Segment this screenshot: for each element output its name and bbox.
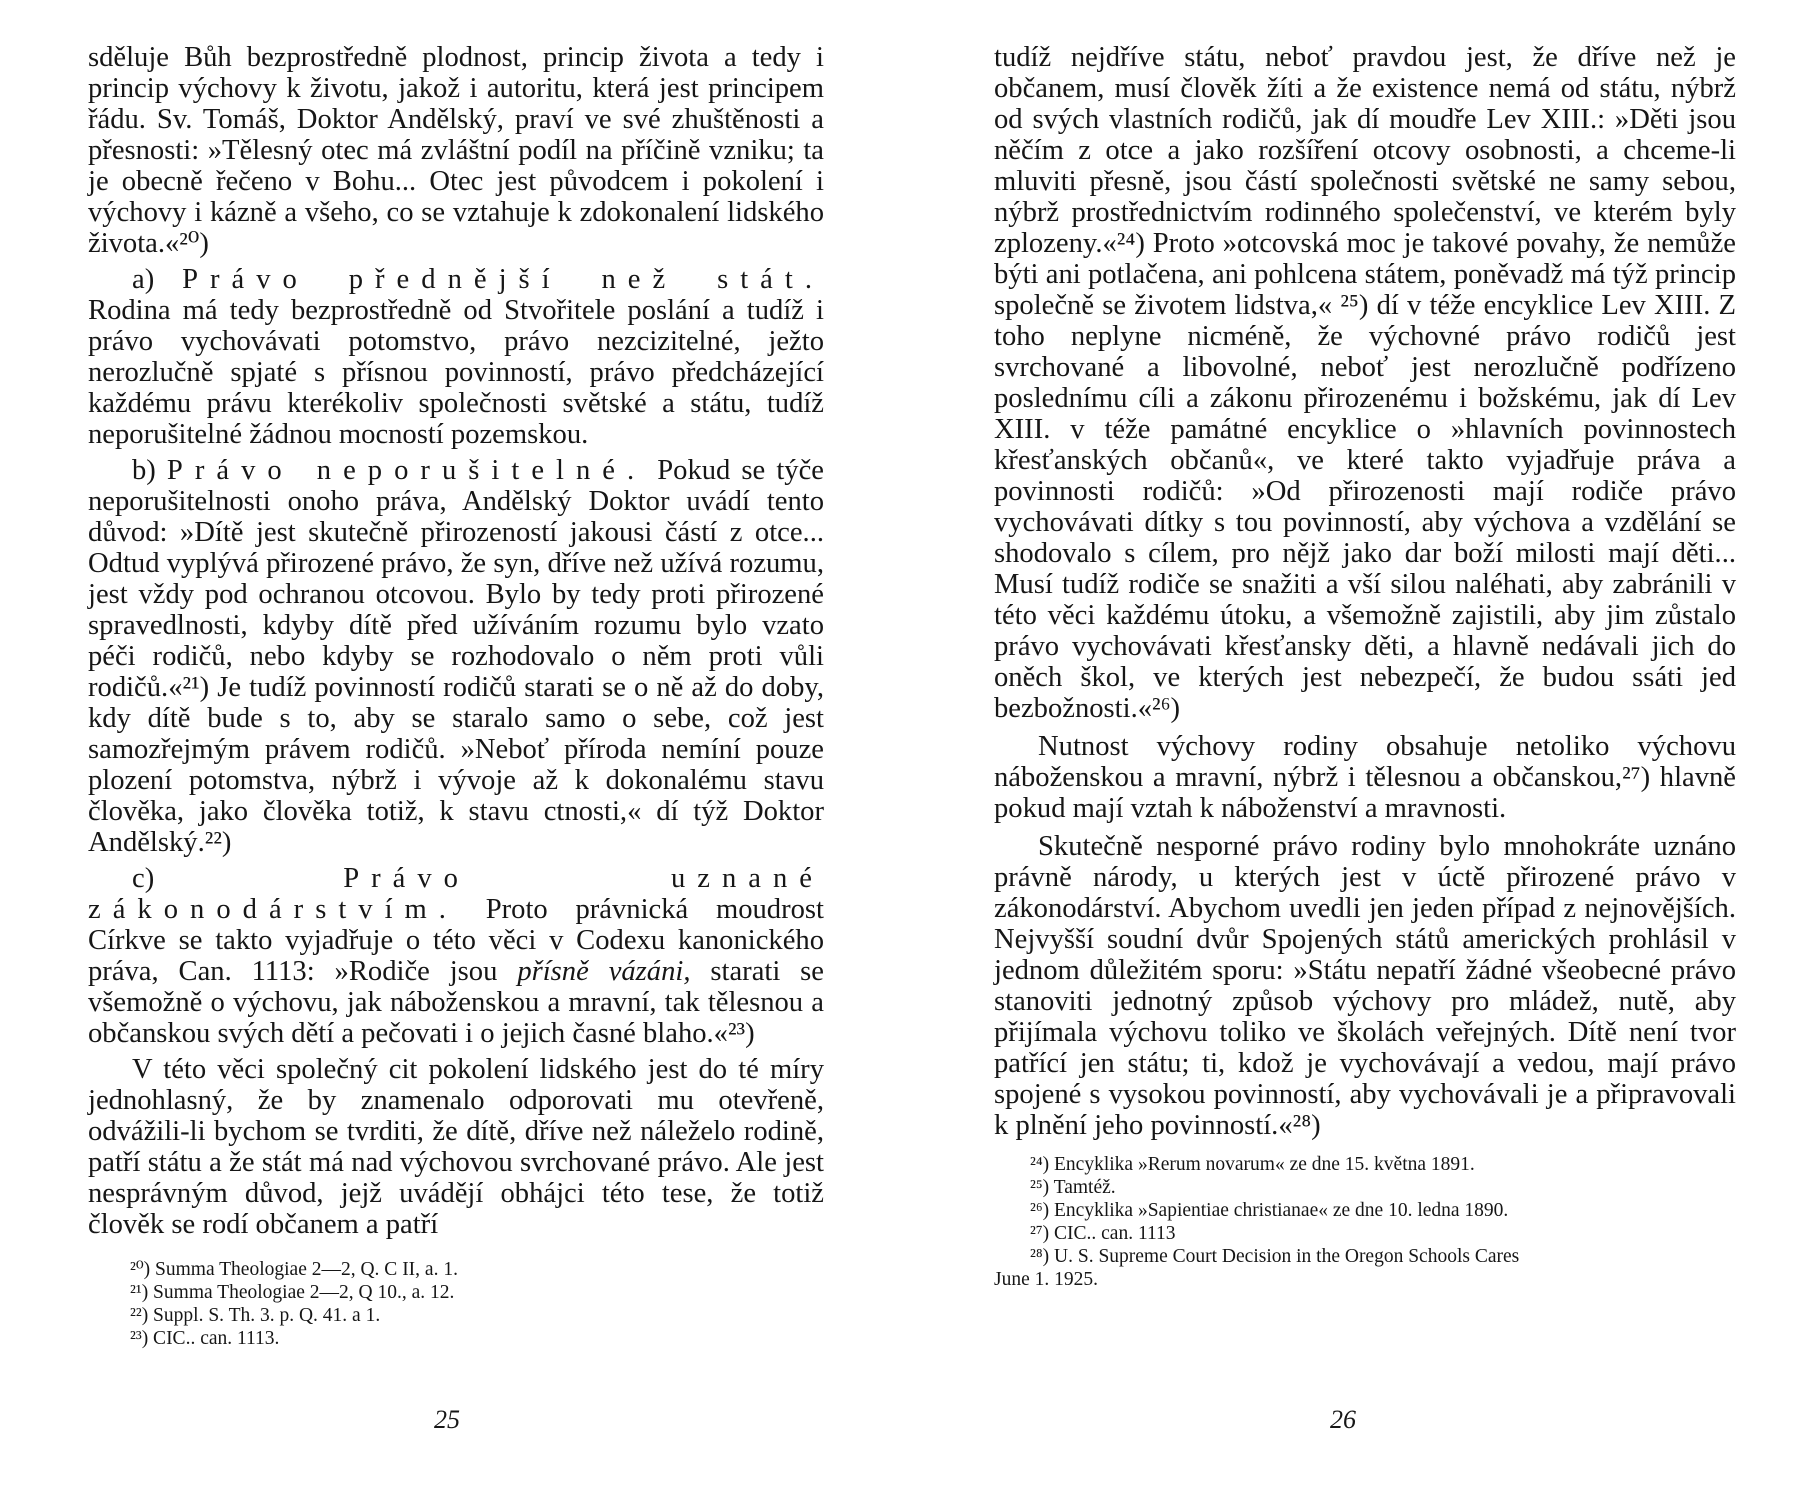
paragraph-right-b	[88, 455, 824, 858]
footnote: ²¹) Summa Theologiae 2—2, Q 10., a. 12.	[130, 1282, 455, 1303]
section-label-c: c)	[132, 863, 155, 894]
italic-phrase: přísně vázáni,	[517, 956, 691, 987]
section-label-b: b)	[132, 455, 156, 486]
left-page	[88, 42, 824, 1350]
paragraph-right-c	[88, 863, 824, 1049]
footnote: ²⁴) Encyklika »Rerum novarum« ze dne 15. května 1891.	[1030, 1154, 1475, 1175]
paragraph: sděluje Bůh bezprostředně plodnost, princip života a tedy i princip výchovy k životu, jakož i autoritu, která jest principem řádu. Sv. Tomáš, Doktor Andělský, praví ve své zhuštěnosti a přesnosti: »Tělesný otec má zvláštní podíl na příčině vzniku; ta je obecně řečeno v Bohu... Otec jest původcem i pokolení i výchovy i kázně a všeho, co se vztahuje k zdokonalení lidského života.«²⁰)	[88, 42, 824, 259]
left-body-text	[88, 42, 824, 1240]
footnote: ²³) CIC.. can. 1113.	[130, 1328, 280, 1349]
right-page	[994, 42, 1736, 1291]
paragraph-right-a	[88, 264, 824, 450]
right-footnotes	[994, 1153, 1736, 1291]
footnote: ²⁶) Encyklika »Sapientiae christianae« ze dne 10. ledna 1890.	[1030, 1200, 1509, 1221]
footnote: ²⁷) CIC.. can. 1113	[1030, 1223, 1176, 1244]
footnote: ²⁰) Summa Theologiae 2—2, Q. C II, a. 1.	[130, 1259, 458, 1280]
footnote: ²⁵) Tamtéž.	[1030, 1177, 1116, 1198]
section-heading-b: Právo neporušitelné.	[166, 455, 647, 486]
section-heading-c: Právo uznané zákonodárstvím.	[88, 863, 824, 925]
section-heading-a: Právo přednější než stát.	[182, 264, 824, 295]
left-footnotes	[88, 1258, 824, 1350]
paragraph: tudíž nejdříve státu, neboť pravdou jest, že dříve než je občanem, musí člověk žíti a že existence nemá od státu, nýbrž od svých vlastních rodičů, jak dí moudře Lev XIII.: »Děti jsou něčím z otce a jako rozšíření otcovy osobnosti, a chceme-li mluviti přesně, jsou částí společnosti světské ne samy sebou, nýbrž prostřednictvím rodinného společenství, ve kterém byly zplozeny.«²⁴) Proto »otcovská moc je takové povahy, že nemůže býti ani potlačena, ani pohlcena státem, poněvadž má týž princip společně se životem lidstva,« ²⁵) dí v téže encyklice Lev XIII. Z toho neplyne nicméně, že výchovné právo rodičů jest svrchované a libovolné, neboť jest nerozlučně podřízeno poslednímu cíli a zákonu přirozenému i božskému, jak dí Lev XIII. v téže památné encyklice o »hlavních povinnostech křesťanských občanů«, ve které takto vyjadřuje práva a povinnosti rodičů: »Od přirozenosti mají rodiče právo vychovávati dítky s tou povinností, aby výchova a vzdělání se shodovalo s cílem, pro nějž jako dar boží milosti mají děti... Musí tudíž rodiče se snažiti a vší silou naléhati, aby zabránili v této věci každému útoku, a všemožně zajistili, aby jim zůstalo právo vychovávati křesťansky děti, a hlavně nedávali jich do oněch škol, ve kterých jest nebezpečí, že budou ssáti jed bezbožnosti.«²⁶)	[994, 42, 1736, 724]
page-number-left: 25	[434, 1405, 460, 1434]
paragraph-text: Proto právnická moudrost Církve se takto vyjadřuje o této věci v Codexu kanonického práva, Can. 1113: »Rodiče jsou	[88, 894, 824, 987]
paragraph-text: Pokud se týče neporušitelnosti onoho práva, Andělský Doktor uvádí tento důvod: »Dítě jest skutečně přirozeností jakousi částí z otce... Odtud vyplývá přirozené právo, že syn, dříve než užívá rozumu, jest vždy pod ochranou otcovou. Bylo by tedy proti přirozené spravedlnosti, kdyby dítě před užíváním rozumu bylo vzato péči rodičů, nebo kdyby se rozhodovalo o něm proti vůli rodičů.«²¹) Je tudíž povinností rodičů starati se o ně až do doby, kdy dítě bude s to, aby se staralo samo o sebe, což jest samozřejmým právem rodičů. »Neboť příroda nemíní pouze plození potomstva, nýbrž i vývoje až k dokonalému stavu člověka, jako člověka totiž, k stavu ctnosti,« dí týž Doktor Andělský.²²)	[88, 455, 824, 858]
paragraph: Skutečně nesporné právo rodiny bylo mnohokráte uznáno právně národy, u kterých jest v úctě přirozené právo v zákonodárství. Abychom uvedli jen jeden případ z nejnovějších. Nejvyšší soudní dvůr Spojených států amerických prohlásil v jednom důležitém sporu: »Státu nepatří žádné všeobecné právo stanoviti jednotný způsob výchovy pro mládež, nutě, aby přijímala výchovu toliko ve školách veřejných. Dítě není tvor patřící jen státu; ti, kdož je vychovávají a vedou, mají právo spojené s vysokou povinností, aby vychovávali je a připravovali k plnění jeho povinností.«²⁸)	[994, 831, 1736, 1141]
paragraph-text: starati se všemožně o výchovu, jak náboženskou a mravní, tak tělesnou a občanskou svých dětí a pečovati i o jejich časné blaho.«²³)	[88, 956, 824, 1049]
page-number-right: 26	[1330, 1405, 1356, 1434]
footnote-continuation: June 1. 1925.	[994, 1269, 1098, 1290]
paragraph: V této věci společný cit pokolení lidského jest do té míry jednohlasný, že by znamenalo odporovati mu otevřeně, odvážili-li bychom se tvrditi, že dítě, dříve než náleželo rodině, patří státu a že stát má nad výchovou svrchované právo. Ale jest nesprávným důvod, jejž uvádějí obhájci této tese, že totiž člověk se rodí občanem a patří	[88, 1054, 824, 1240]
section-label-a: a)	[132, 264, 155, 295]
paragraph: Nutnost výchovy rodiny obsahuje netoliko výchovu náboženskou a mravní, nýbrž i tělesnou a občanskou,²⁷) hlavně pokud mají vztah k náboženství a mravnosti.	[994, 731, 1736, 824]
right-body-text	[994, 42, 1736, 1141]
paragraph-text: Rodina má tedy bezprostředně od Stvořitele poslání a tudíž i právo vychovávati potomstvo, právo nezcizitelné, ježto nerozlučně spjaté s přísnou povinností, právo předcházející každému právu kterékoliv společnosti světské a státu, tudíž neporušitelné žádnou mocností pozemskou.	[88, 295, 824, 450]
footnote: ²²) Suppl. S. Th. 3. p. Q. 41. a 1.	[130, 1305, 381, 1326]
footnote: ²⁸) U. S. Supreme Court Decision in the Oregon Schools Cares	[1030, 1246, 1520, 1267]
